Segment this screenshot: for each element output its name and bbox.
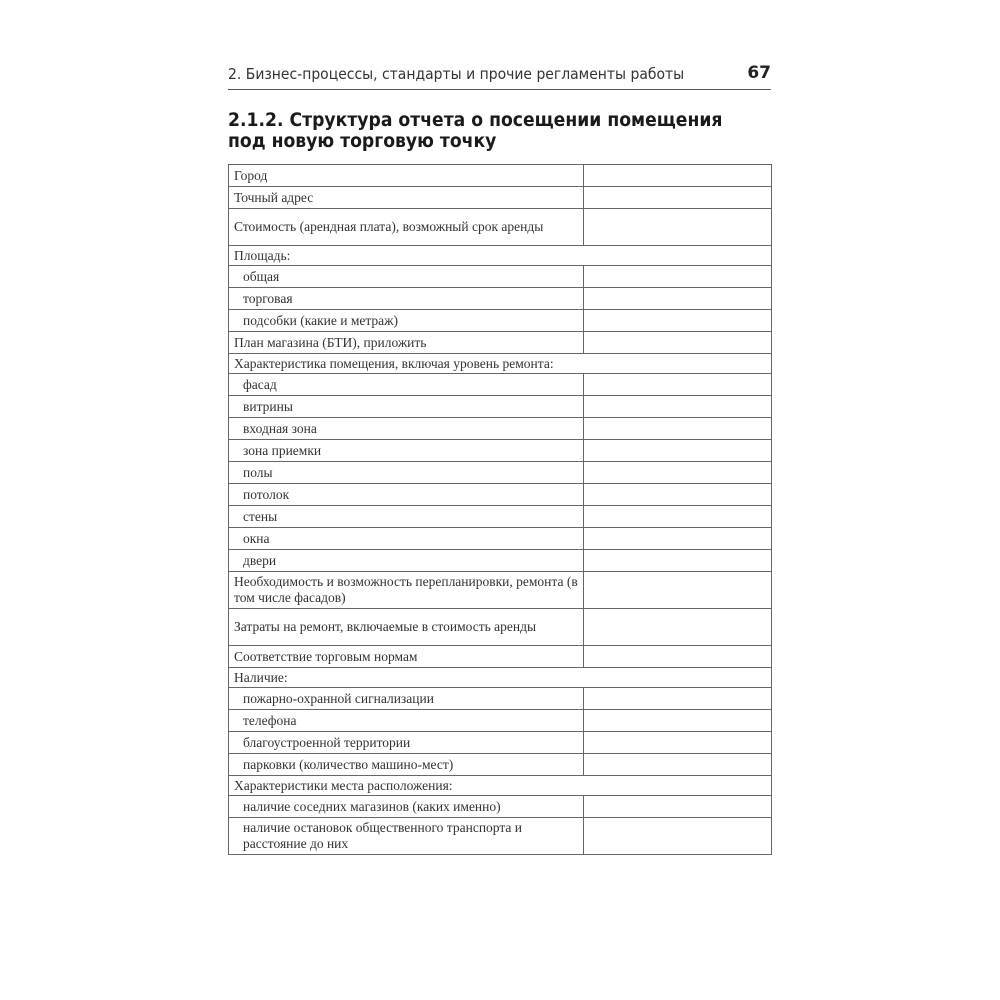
row-value-cell[interactable] <box>584 796 772 818</box>
row-value-cell[interactable] <box>584 332 772 354</box>
table-section-row <box>229 246 772 266</box>
row-label: Точный адрес <box>229 187 584 209</box>
row-value-cell[interactable] <box>584 440 772 462</box>
row-label: Наличие: <box>229 668 772 688</box>
row-label: Необходимость и возможность перепланировки, ремонта (в том числе фасадов) <box>229 572 584 609</box>
row-value-cell[interactable] <box>584 710 772 732</box>
row-label: входная зона <box>229 418 584 440</box>
section-title: 2.1.2. Структура отчета о посещении помещения под новую торговую точку <box>228 110 723 152</box>
table-row <box>229 374 772 396</box>
table-row <box>229 187 772 209</box>
table-row <box>229 506 772 528</box>
table-row <box>229 732 772 754</box>
table-row <box>229 165 772 187</box>
row-value-cell[interactable] <box>584 462 772 484</box>
row-label: Город <box>229 165 584 187</box>
row-value-cell[interactable] <box>584 374 772 396</box>
row-value-cell[interactable] <box>584 528 772 550</box>
report-structure-table <box>228 164 772 855</box>
table-section-row <box>229 776 772 796</box>
row-label: потолок <box>229 484 584 506</box>
table-row <box>229 266 772 288</box>
row-label: Характеристики места расположения: <box>229 776 772 796</box>
row-value-cell[interactable] <box>584 165 772 187</box>
table-row <box>229 440 772 462</box>
table-row <box>229 484 772 506</box>
running-title: 2. Бизнес-процессы, стандарты и прочие регламенты работы <box>228 65 685 83</box>
row-value-cell[interactable] <box>584 732 772 754</box>
row-value-cell[interactable] <box>584 396 772 418</box>
table-row <box>229 572 772 609</box>
row-label: парковки (количество машино-мест) <box>229 754 584 776</box>
row-label: Затраты на ремонт, включаемые в стоимость аренды <box>229 609 584 646</box>
table-row <box>229 550 772 572</box>
table-row <box>229 796 772 818</box>
row-label: телефона <box>229 710 584 732</box>
row-value-cell[interactable] <box>584 754 772 776</box>
row-label: Площадь: <box>229 246 772 266</box>
row-label: двери <box>229 550 584 572</box>
row-label: фасад <box>229 374 584 396</box>
row-label: окна <box>229 528 584 550</box>
row-label: витрины <box>229 396 584 418</box>
row-label: общая <box>229 266 584 288</box>
row-label: Соответствие торговым нормам <box>229 646 584 668</box>
row-label: стены <box>229 506 584 528</box>
table-row <box>229 688 772 710</box>
page-number: 67 <box>747 63 771 83</box>
table-row <box>229 646 772 668</box>
row-value-cell[interactable] <box>584 572 772 609</box>
table-row <box>229 396 772 418</box>
table-row <box>229 609 772 646</box>
row-label: наличие соседних магазинов (каких именно) <box>229 796 584 818</box>
table-row <box>229 418 772 440</box>
row-label: полы <box>229 462 584 484</box>
table-row <box>229 310 772 332</box>
table-row <box>229 710 772 732</box>
row-label: Стоимость (арендная плата), возможный срок аренды <box>229 209 584 246</box>
table-row <box>229 754 772 776</box>
row-label: подсобки (какие и метраж) <box>229 310 584 332</box>
row-value-cell[interactable] <box>584 209 772 246</box>
row-label: зона приемки <box>229 440 584 462</box>
row-value-cell[interactable] <box>584 484 772 506</box>
row-label: благоустроенной территории <box>229 732 584 754</box>
table-row <box>229 528 772 550</box>
row-value-cell[interactable] <box>584 550 772 572</box>
table-section-row <box>229 668 772 688</box>
table-row <box>229 332 772 354</box>
running-header <box>228 63 771 90</box>
row-label: пожарно-охранной сигнализации <box>229 688 584 710</box>
row-value-cell[interactable] <box>584 818 772 855</box>
row-value-cell[interactable] <box>584 506 772 528</box>
row-value-cell[interactable] <box>584 609 772 646</box>
row-label: Характеристика помещения, включая уровень ремонта: <box>229 354 772 374</box>
table-row <box>229 209 772 246</box>
table-row <box>229 462 772 484</box>
row-label: План магазина (БТИ), приложить <box>229 332 584 354</box>
row-label: торговая <box>229 288 584 310</box>
row-value-cell[interactable] <box>584 646 772 668</box>
row-label: наличие остановок общественного транспорта и расстояние до них <box>229 818 584 855</box>
row-value-cell[interactable] <box>584 288 772 310</box>
table-section-row <box>229 354 772 374</box>
row-value-cell[interactable] <box>584 310 772 332</box>
row-value-cell[interactable] <box>584 266 772 288</box>
table-row <box>229 818 772 855</box>
table-row <box>229 288 772 310</box>
row-value-cell[interactable] <box>584 418 772 440</box>
row-value-cell[interactable] <box>584 688 772 710</box>
row-value-cell[interactable] <box>584 187 772 209</box>
